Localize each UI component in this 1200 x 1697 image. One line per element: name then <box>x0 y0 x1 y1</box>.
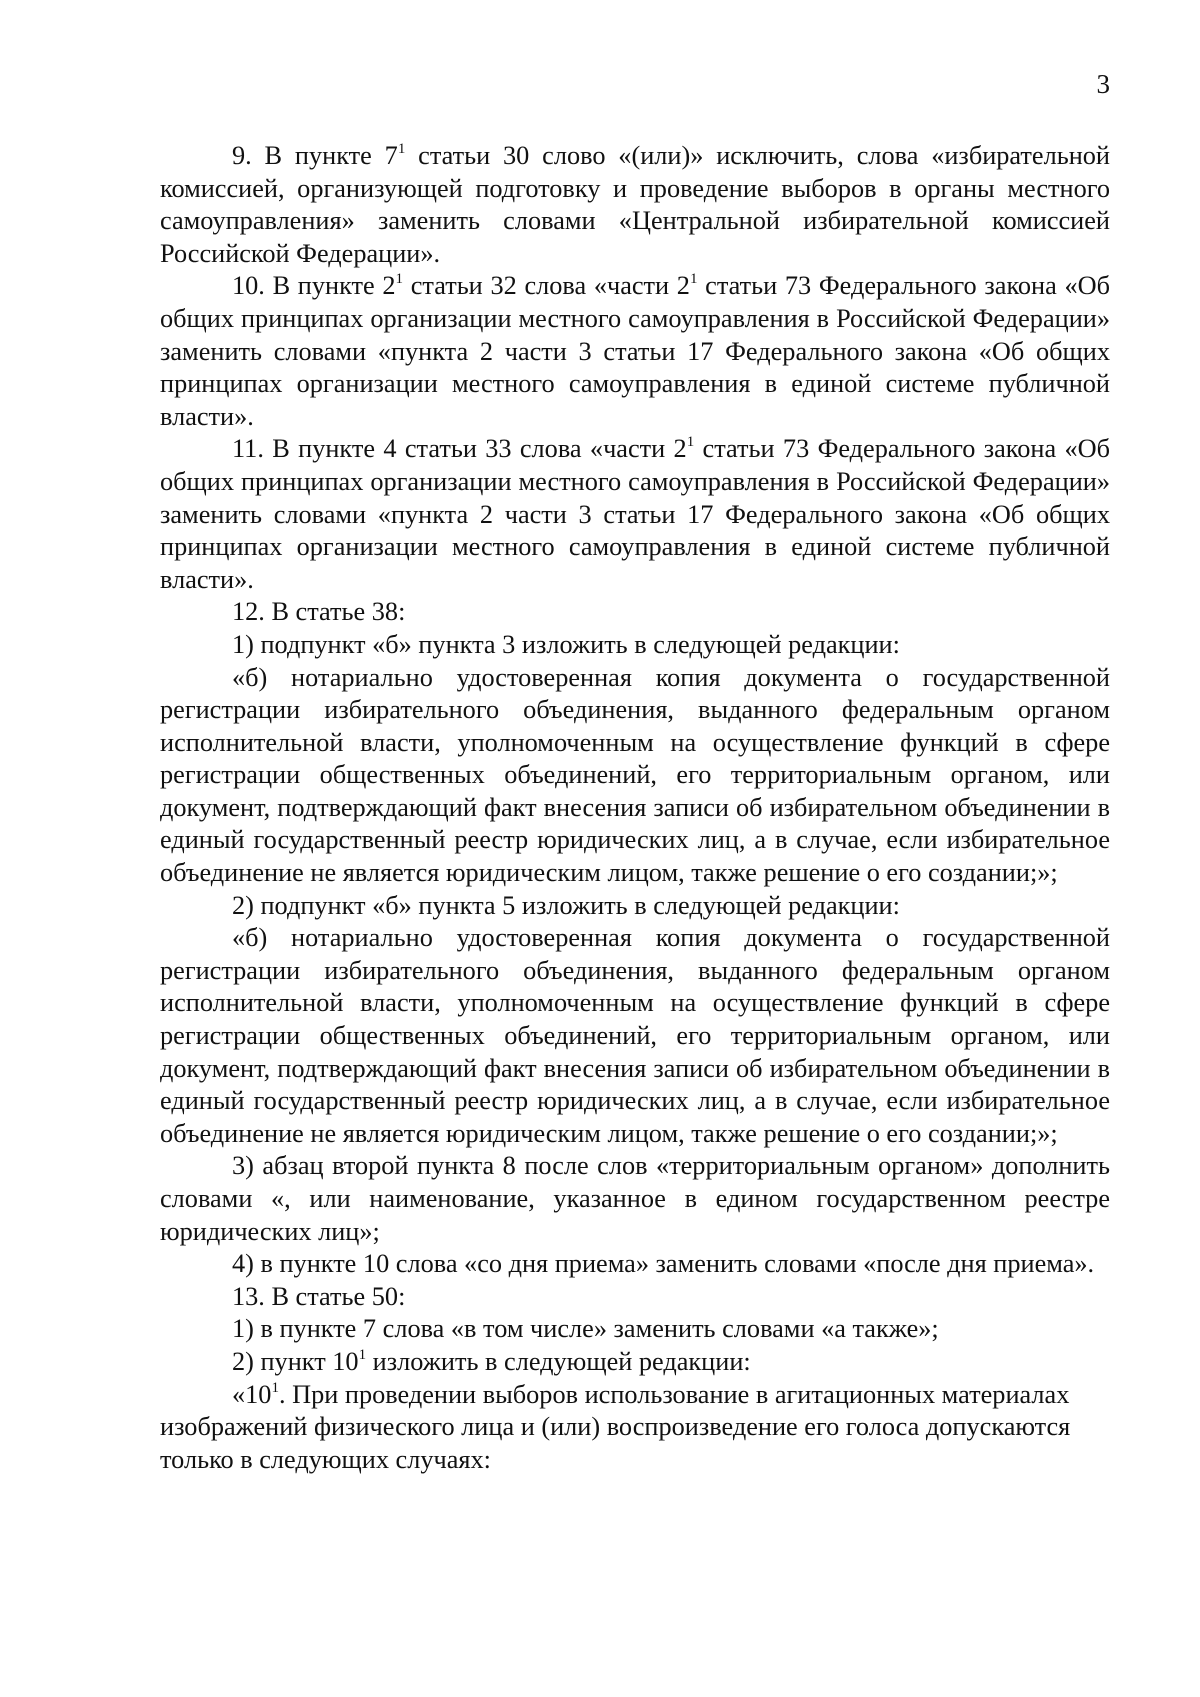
superscript: 1 <box>395 271 404 288</box>
text-run: «10 <box>232 1379 272 1409</box>
paragraph <box>160 1313 1110 1346</box>
text-run: 11. В пункте 4 статьи 33 слова «части 2 <box>232 434 687 464</box>
document-body <box>160 140 1110 1476</box>
text-run: 9. В пункте 7 <box>232 141 398 170</box>
paragraph <box>160 270 1110 433</box>
text-run: «б) нотариально удостоверенная копия документа о государственной регистрации избирательного объединения, выданного федеральным органом исполнительной власти, уполномоченным на осуществление функций в сфере регистрации общественных объединений, его территориальным органом, или документ, подтверждающий факт внесения записи об избирательном объединении в единый государственный реестр юридических лиц, а в случае, если избирательное объединение не является юридическим лицом, также решение о его создании;»; <box>160 923 1110 1148</box>
paragraph <box>160 1346 1110 1379</box>
text-run: 1) в пункте 7 слова «в том числе» заменить словами «а также»; <box>232 1314 939 1344</box>
paragraph <box>160 890 1110 923</box>
text-run: 10. В пункте 2 <box>232 271 396 301</box>
text-run: 2) пункт 10 <box>232 1346 359 1376</box>
text-run: статьи 30 слово «(или)» исключить, слова «избирательной комиссией, организующей подготовку и проведение выборов в органы местного самоуправления» заменить словами «Центральной избирательной комиссией Российской Федерации». <box>160 141 1110 268</box>
paragraph <box>160 1150 1110 1248</box>
paragraph <box>160 629 1110 662</box>
text-run: . При проведении выборов использование в агитационных материалах изображений физического лица и (или) воспроизведение его голоса допускаются только в следующих случаях: <box>160 1379 1071 1474</box>
paragraph <box>160 1379 1110 1477</box>
paragraph <box>160 596 1110 629</box>
superscript: 1 <box>358 1346 367 1363</box>
paragraph <box>160 662 1110 890</box>
paragraph <box>160 1248 1110 1281</box>
text-run: «б) нотариально удостоверенная копия документа о государственной регистрации избирательного объединения, выданного федеральным органом исполнительной власти, уполномоченным на осуществление функций в сфере регистрации общественных объединений, его территориальным органом, или документ, подтверждающий факт внесения записи об избирательном объединении в единый государственный реестр юридических лиц, а в случае, если избирательное объединение не является юридическим лицом, также решение о его создании;»; <box>160 662 1110 888</box>
text-run: 3) абзац второй пункта 8 после слов «территориальным органом» дополнить словами «, или наименование, указанное в едином государственном реестре юридических лиц»; <box>160 1151 1110 1246</box>
text-run: 1) подпункт «б» пункта 3 изложить в следующей редакции: <box>232 629 900 659</box>
superscript: 1 <box>271 1379 279 1396</box>
text-run: 2) подпункт «б» пункта 5 изложить в следующей редакции: <box>232 890 900 920</box>
page-number: 3 <box>1096 69 1110 99</box>
superscript: 1 <box>397 141 406 157</box>
text-run: 12. В статье 38: <box>232 597 406 627</box>
superscript: 1 <box>689 271 698 288</box>
text-run: статьи 73 Федерального закона «Об общих принципах организации местного самоуправления в Российской Федерации» заменить словами «пункта 2 части 3 статьи 17 Федерального закона «Об общих принципах организации местного самоуправления в единой системе публичной власти». <box>160 271 1110 431</box>
text-run: статьи 32 слова «части 2 <box>403 271 690 301</box>
superscript: 1 <box>686 434 695 451</box>
text-run: 4) в пункте 10 слова «со дня приема» заменить словами «после дня приема». <box>232 1249 1095 1279</box>
paragraph <box>160 140 1110 270</box>
text-run: изложить в следующей редакции: <box>366 1346 751 1376</box>
text-run: 13. В статье 50: <box>232 1281 406 1311</box>
text-run: статьи 73 Федерального закона «Об общих принципах организации местного самоуправления в Российской Федерации» заменить словами «пункта 2 части 3 статьи 17 Федерального закона «Об общих принципах организации местного самоуправления в единой системе публичной власти». <box>160 434 1111 594</box>
paragraph <box>160 433 1110 596</box>
paragraph <box>160 922 1110 1150</box>
paragraph <box>160 1281 1110 1314</box>
